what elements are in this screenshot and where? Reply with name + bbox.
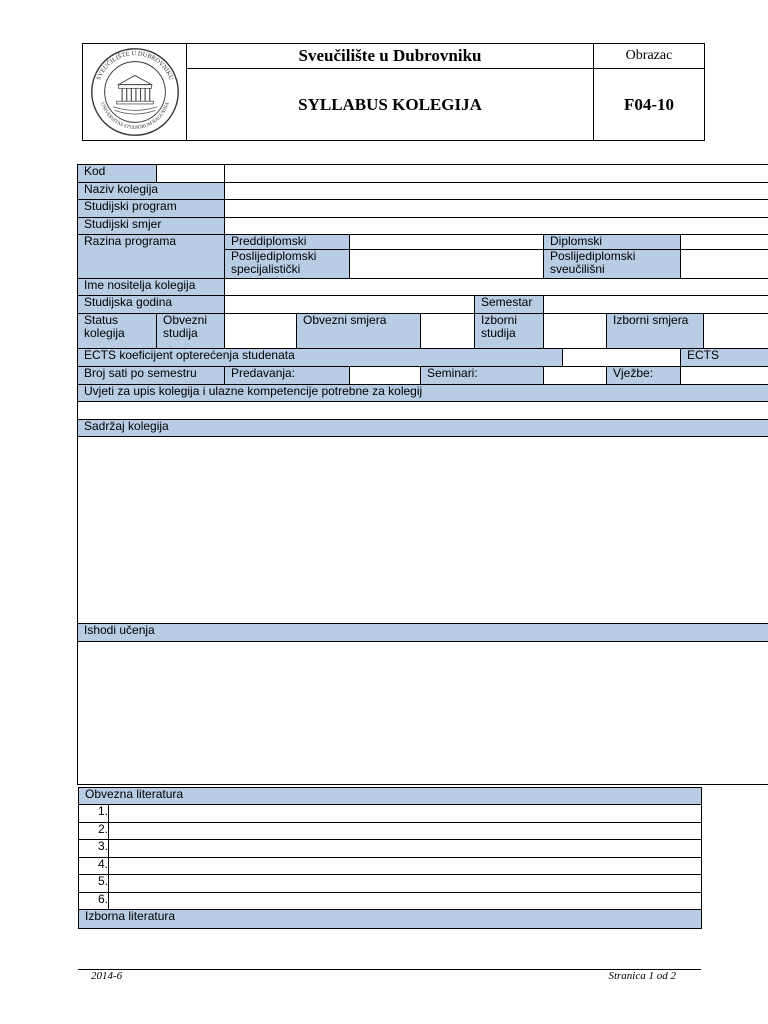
program-label: Studijski program [78, 200, 225, 218]
lit-entry[interactable] [109, 840, 702, 858]
form-row-razina-1 [78, 235, 768, 250]
form-row-uvjeti [78, 385, 768, 402]
form-row-ishodi [78, 624, 768, 642]
lit-number: 4. [79, 858, 109, 875]
lit-entry[interactable] [109, 805, 702, 823]
izborna-header-row [79, 910, 702, 929]
lit-number: 6. [79, 893, 109, 910]
izborni-smjera-field[interactable] [704, 314, 768, 349]
lit-row [79, 875, 702, 893]
posl-spec-field[interactable] [350, 250, 544, 279]
form-code: F04-10 [623, 94, 675, 114]
ishodi-field[interactable] [78, 642, 768, 785]
semestar-field[interactable] [544, 296, 768, 314]
lit-number: 5. [79, 875, 109, 893]
godina-field[interactable] [225, 296, 475, 314]
kod-extra [225, 165, 768, 183]
document-title: SYLLABUS KOLEGIJA [187, 69, 594, 140]
lit-entry[interactable] [109, 893, 702, 910]
predavanja-field[interactable] [350, 367, 421, 385]
form-row-sadrzaj-field [78, 437, 768, 624]
diplomski-label: Diplomski [544, 235, 681, 250]
form-row-program [78, 200, 768, 218]
lit-entry[interactable] [109, 875, 702, 893]
footer-version: 2014-6 [91, 970, 123, 982]
kod-field[interactable] [157, 165, 225, 183]
lit-row [79, 893, 702, 910]
obvezni-smjera-field[interactable] [421, 314, 475, 349]
izborna-label: Izborna literatura [79, 910, 702, 929]
syllabus-form [77, 164, 768, 785]
university-seal-icon [89, 46, 181, 138]
vjezbe-field[interactable] [681, 367, 768, 385]
obvezni-smjera-label: Obvezni smjera [297, 314, 421, 349]
obvezna-label: Obvezna literatura [79, 788, 702, 805]
ishodi-label: Ishodi učenja [78, 624, 768, 642]
smjer-label: Studijski smjer [78, 218, 225, 235]
form-row-ects [78, 349, 768, 367]
seal-outer-text: SVEUČILIŠTE U DUBROVNIKU [94, 50, 175, 82]
seal-cell [83, 44, 187, 140]
form-row-naziv [78, 183, 768, 200]
form-row-kod [78, 165, 768, 183]
obvezni-studija-field[interactable] [225, 314, 297, 349]
ects-koef-label: ECTS koeficijent opterećenja studenata [78, 349, 563, 367]
form-row-sati [78, 367, 768, 385]
semestar-label: Semestar [475, 296, 544, 314]
form-type-label: Obrazac [594, 44, 704, 69]
seal-inner-text: UNIVERSITAS STUDIORUM RAGUSINA [98, 101, 171, 131]
obvezna-header-row [79, 788, 702, 805]
document-header [82, 43, 705, 141]
lit-entry[interactable] [109, 858, 702, 875]
predavanja-label: Predavanja: [225, 367, 350, 385]
lit-number: 2. [79, 823, 109, 840]
izborni-studija-field[interactable] [544, 314, 607, 349]
izborni-smjera-label: Izborni smjera [607, 314, 704, 349]
lit-row [79, 805, 702, 823]
lit-number: 1. [79, 805, 109, 823]
svg-text:SVEUČILIŠTE U DUBROVNIKU [95, 50, 174, 81]
godina-label: Studijska godina [78, 296, 225, 314]
kod-label: Kod [78, 165, 157, 183]
posl-sveuc-label: Poslijediplomski sveučilišni [544, 250, 681, 279]
naziv-label: Naziv kolegija [78, 183, 225, 200]
uvjeti-field[interactable] [78, 402, 768, 420]
naziv-field[interactable] [225, 183, 768, 200]
lit-number: 3. [79, 840, 109, 858]
preddiplomski-field[interactable] [350, 235, 544, 250]
ects-unit-label: ECTS [681, 349, 768, 367]
izborni-studija-label: Izborni studija [475, 314, 544, 349]
nositelj-field[interactable] [225, 279, 768, 296]
razina-label: Razina programa [78, 235, 225, 279]
form-row-uvjeti-field [78, 402, 768, 420]
form-row-godina [78, 296, 768, 314]
posl-sveuc-field[interactable] [681, 250, 768, 279]
sadrzaj-field[interactable] [78, 437, 768, 624]
lit-entry[interactable] [109, 823, 702, 840]
literature-table [78, 787, 702, 929]
seminari-field[interactable] [544, 367, 607, 385]
smjer-field[interactable] [225, 218, 768, 235]
preddiplomski-label: Preddiplomski [225, 235, 350, 250]
lit-row [79, 823, 702, 840]
form-row-ishodi-field [78, 642, 768, 785]
form-row-smjer [78, 218, 768, 235]
footer-page-number: Stranica 1 od 2 [608, 970, 676, 982]
form-row-status [78, 314, 768, 349]
status-label: Status kolegija [78, 314, 157, 349]
nositelj-label: Ime nositelja kolegija [78, 279, 225, 296]
program-field[interactable] [225, 200, 768, 218]
posl-spec-label: Poslijediplomski specijalistički [225, 250, 350, 279]
lit-row [79, 858, 702, 875]
sati-label: Broj sati po semestru [78, 367, 225, 385]
form-row-sadrzaj [78, 420, 768, 437]
ects-field[interactable] [563, 349, 681, 367]
sadrzaj-label: Sadržaj kolegija [78, 420, 768, 437]
form-row-nositelj [78, 279, 768, 296]
university-name: Sveučilište u Dubrovniku [187, 44, 594, 69]
diplomski-field[interactable] [681, 235, 768, 250]
seminari-label: Seminari: [421, 367, 544, 385]
uvjeti-label: Uvjeti za upis kolegija i ulazne kompetencije potrebne za kolegij [78, 385, 768, 402]
lit-row [79, 840, 702, 858]
obvezni-studija-label: Obvezni studija [157, 314, 225, 349]
vjezbe-label: Vježbe: [607, 367, 681, 385]
